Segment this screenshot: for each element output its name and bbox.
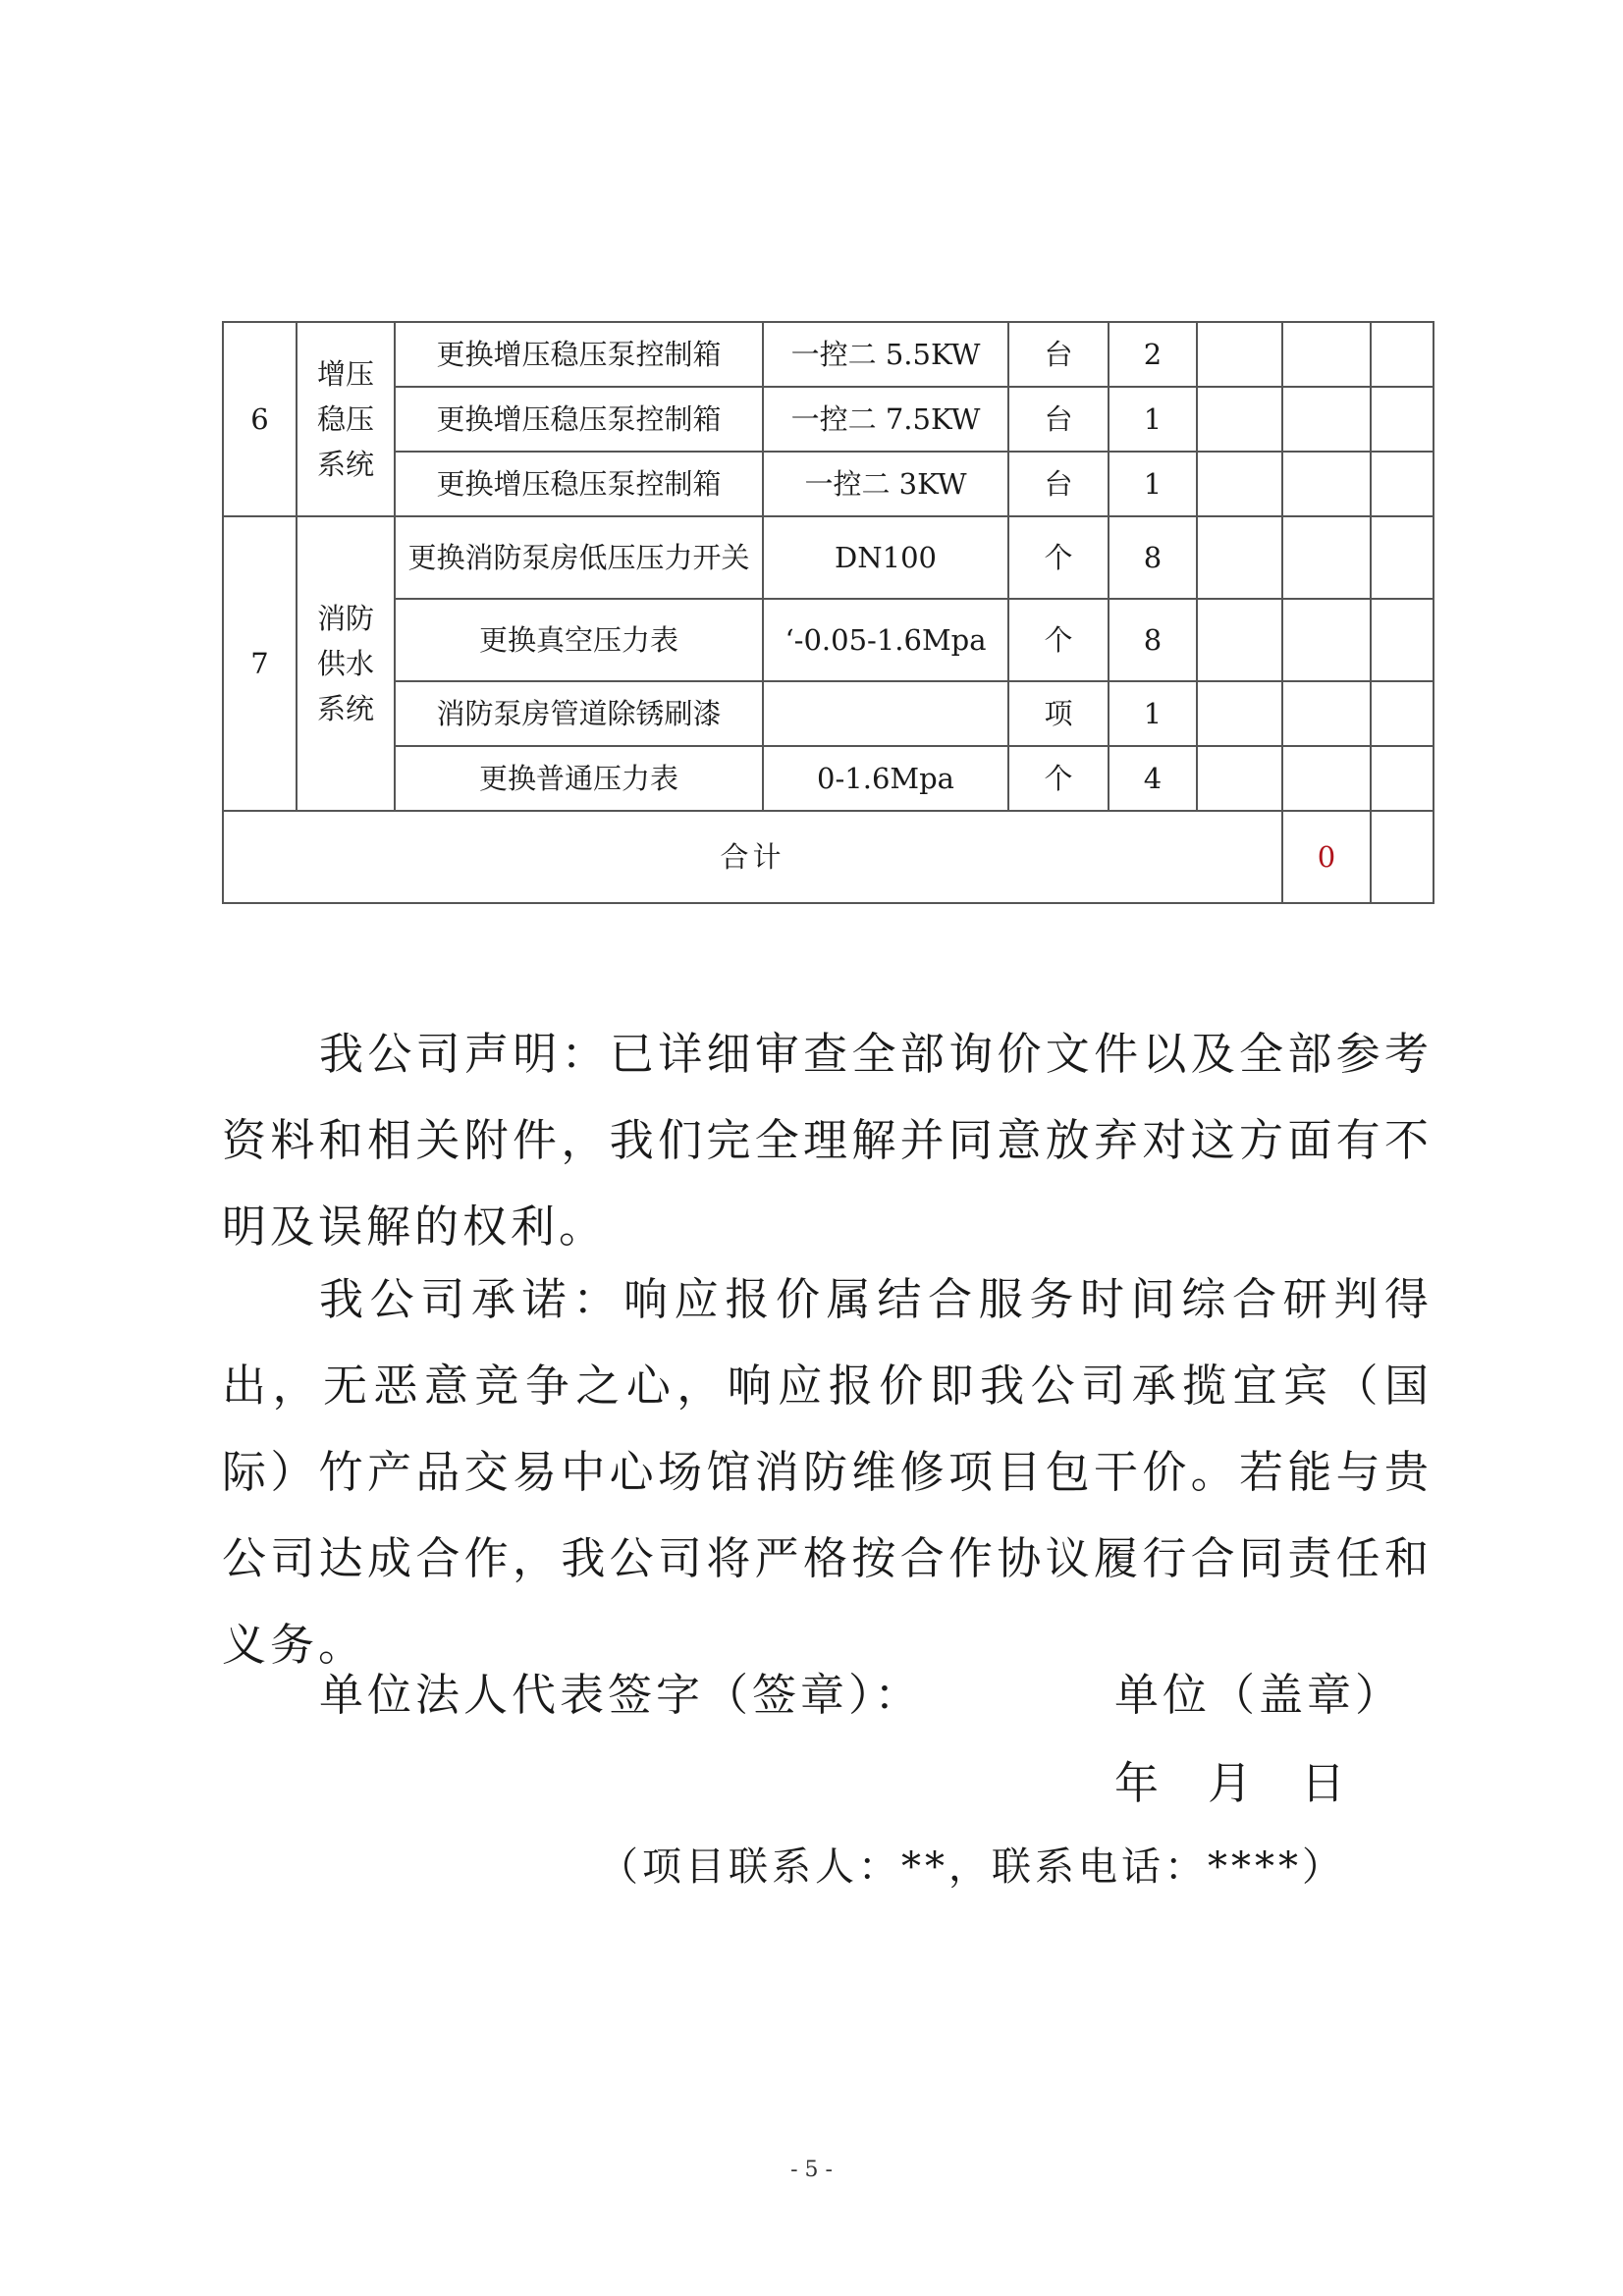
- item-cell: 更换增压稳压泵控制箱: [395, 452, 763, 516]
- spec-cell: ‘-0.05-1.6Mpa: [763, 599, 1008, 681]
- table-row: [223, 516, 1434, 599]
- commitment-paragraph: 我公司承诺：响应报价属结合服务时间综合研判得出，无恶意竞争之心，响应报价即我公司承揽宜宾（国际）竹产品交易中心场馆消防维修项目包干价。若能与贵公司达成合作，我公司将严格按合作协议履行合同责任和义务。: [222, 1273, 1433, 1671]
- company-seal-label: 单位（盖章）: [1114, 1669, 1404, 1721]
- spec-cell: 0-1.6Mpa: [763, 746, 1008, 811]
- price-cell: [1197, 322, 1282, 387]
- total-row: [223, 811, 1434, 903]
- unit-cell: 项: [1008, 681, 1109, 746]
- note-cell: [1371, 516, 1434, 599]
- note-cell: [1371, 322, 1434, 387]
- spec-cell: 一控二 3KW: [763, 452, 1008, 516]
- table-row: [223, 322, 1434, 387]
- table-row: [223, 599, 1434, 681]
- amount-cell: [1282, 599, 1371, 681]
- item-cell: 消防泵房管道除锈刷漆: [395, 681, 763, 746]
- amount-cell: [1282, 746, 1371, 811]
- unit-cell: 个: [1008, 599, 1109, 681]
- qty-cell: 4: [1109, 746, 1197, 811]
- declaration-paragraph: 我公司声明：已详细审查全部询价文件以及全部参考资料和相关附件，我们完全理解并同意放弃对这方面有不明及误解的权利。: [222, 1028, 1433, 1253]
- table-row: [223, 387, 1434, 452]
- row-number: 7: [223, 516, 297, 811]
- month-label: 月: [1208, 1757, 1253, 1809]
- item-cell: 更换普通压力表: [395, 746, 763, 811]
- table-row: [223, 681, 1434, 746]
- amount-cell: [1282, 387, 1371, 452]
- spec-cell: [763, 681, 1008, 746]
- contact-info: （项目联系人：**，联系电话：****）: [599, 1844, 1345, 1890]
- category-cell: 消防供水系统: [297, 516, 395, 811]
- total-label: 合计: [223, 811, 1282, 903]
- spec-cell: DN100: [763, 516, 1008, 599]
- note-cell: [1371, 811, 1434, 903]
- qty-cell: 8: [1109, 599, 1197, 681]
- item-cell: 更换真空压力表: [395, 599, 763, 681]
- item-cell: 更换消防泵房低压压力开关: [395, 516, 763, 599]
- date-line: [1114, 1747, 1345, 1811]
- amount-cell: [1282, 322, 1371, 387]
- quote-table: [222, 321, 1434, 904]
- unit-cell: 台: [1008, 387, 1109, 452]
- year-label: 年: [1114, 1757, 1160, 1809]
- price-cell: [1197, 516, 1282, 599]
- spec-cell: 一控二 7.5KW: [763, 387, 1008, 452]
- price-cell: [1197, 387, 1282, 452]
- price-cell: [1197, 452, 1282, 516]
- unit-cell: 个: [1008, 746, 1109, 811]
- qty-cell: 1: [1109, 452, 1197, 516]
- note-cell: [1371, 387, 1434, 452]
- table-row: [223, 452, 1434, 516]
- page-number: - 5 -: [790, 2158, 833, 2182]
- unit-cell: 台: [1008, 322, 1109, 387]
- note-cell: [1371, 681, 1434, 746]
- qty-cell: 2: [1109, 322, 1197, 387]
- unit-cell: 个: [1008, 516, 1109, 599]
- note-cell: [1371, 452, 1434, 516]
- table-row: [223, 746, 1434, 811]
- amount-cell: [1282, 681, 1371, 746]
- qty-cell: 8: [1109, 516, 1197, 599]
- unit-cell: 台: [1008, 452, 1109, 516]
- amount-cell: [1282, 516, 1371, 599]
- row-number: 6: [223, 322, 297, 516]
- price-cell: [1197, 681, 1282, 746]
- legal-rep-signature-label: 单位法人代表签字（签章）：: [319, 1669, 923, 1721]
- spec-cell: 一控二 5.5KW: [763, 322, 1008, 387]
- item-cell: 更换增压稳压泵控制箱: [395, 322, 763, 387]
- amount-cell: [1282, 452, 1371, 516]
- category-cell: 增压稳压系统: [297, 322, 395, 516]
- qty-cell: 1: [1109, 387, 1197, 452]
- day-label: 日: [1301, 1757, 1346, 1809]
- note-cell: [1371, 746, 1434, 811]
- total-value: 0: [1282, 811, 1371, 903]
- qty-cell: 1: [1109, 681, 1197, 746]
- price-cell: [1197, 746, 1282, 811]
- price-cell: [1197, 599, 1282, 681]
- note-cell: [1371, 599, 1434, 681]
- item-cell: 更换增压稳压泵控制箱: [395, 387, 763, 452]
